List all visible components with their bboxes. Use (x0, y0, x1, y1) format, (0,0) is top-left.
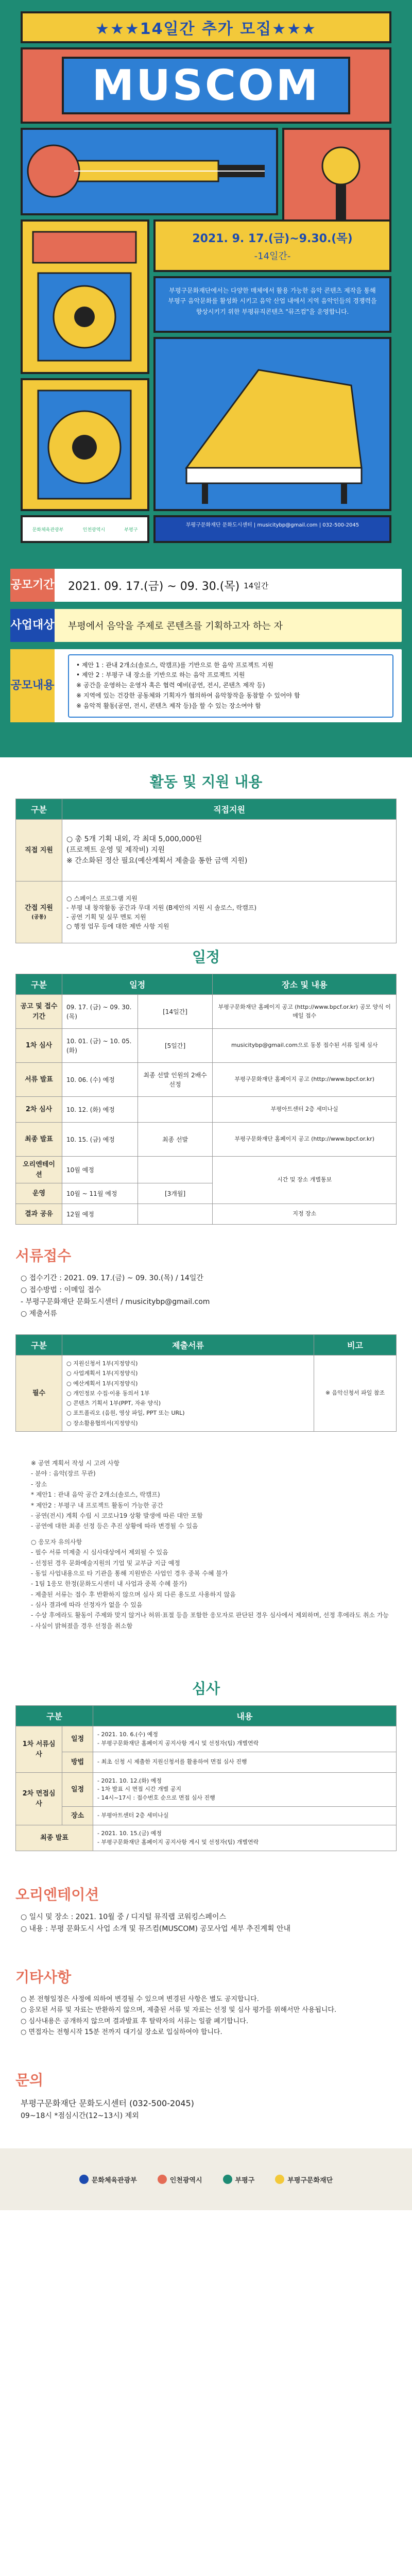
etc-title: 기타사항 (15, 1969, 72, 1986)
sched-date: 12월 예정 (62, 1204, 138, 1225)
sched-date: 10. 01. (금) ~ 10. 05. (화) (62, 1029, 138, 1063)
review-sub: 일정 (62, 1726, 93, 1752)
indirect-item: ○ 스페이스 프로그램 지원 (66, 894, 138, 902)
docs-table (15, 1334, 397, 1432)
schedule-table (15, 974, 397, 1225)
submission-item: ○ 접수방법 : 이메일 접수 (21, 1286, 101, 1295)
poster-date-box (153, 219, 391, 272)
bupyeong-icon (223, 2175, 232, 2184)
footer-logo-text: 부평구문화재단 (287, 2176, 333, 2184)
note-item: ○ 응모자 유의사항 (31, 1538, 82, 1546)
sched-label: 서류 발표 (16, 1063, 62, 1097)
sched-place: 부평구문화재단 홈페이지 공고 (http://www.bpcf.or.kr) 공모 양식 이메일 접수 (213, 995, 397, 1029)
note-item: * 제안2 : 부평구 내 프로젝트 활동이 가능한 공간 (31, 1501, 163, 1509)
incheon-icon (158, 2175, 167, 2184)
submission-item: ○ 접수기간 : 2021. 09. 17.(금) ~ 09. 30.(목) / 14일간 (21, 1274, 203, 1282)
sched-note: [5일간] (138, 1029, 213, 1063)
docs-header: 비고 (314, 1335, 397, 1355)
docs-label: 필수 (16, 1355, 62, 1432)
indirect-sub: (공통) (31, 914, 46, 920)
piano-illustration (153, 337, 391, 511)
review-sub: 장소 (62, 1807, 93, 1825)
note-item: - 수상 후에라도 활동이 주제와 맞지 않거나 허위·표절 등을 포함한 응모자로 판단된 경우 심사에서 제외하며, 선정 후에라도 취소 가능 (31, 1612, 389, 1619)
support-col-direct: 직접지원 (62, 799, 397, 820)
etc-item: ○ 응모된 서류 및 자료는 반환하지 않으며, 제출된 서류 및 자료는 선정 및 심사 평가를 위해서만 사용됩니다. (21, 2006, 337, 2014)
review-content: - 2021. 10. 12.(화) 예정 - 1차 발표 시 면접 시간 개별 공지 - 14시~17시 : 접수번호 순으로 면접 심사 진행 (93, 1773, 397, 1807)
direct-label: 직접 지원 (16, 820, 62, 882)
poster (0, 0, 412, 556)
content-label: 공모내용 (10, 649, 55, 722)
note-item: - 분야 : 음악(장르 무관) (31, 1470, 96, 1478)
review-sub: 일정 (62, 1773, 93, 1807)
sched-note: [3개월] (138, 1183, 213, 1204)
indirect-label: 간접 지원 (25, 904, 53, 912)
submission-item: ○ 제출서류 (21, 1310, 57, 1318)
review-sub: 방법 (62, 1752, 93, 1773)
etc-item: ○ 면접자는 전형시작 15분 전까지 대기실 장소로 입실하여야 합니다. (21, 2028, 222, 2037)
review-label: 1차 서류심사 (16, 1726, 62, 1773)
review-table (15, 1705, 397, 1851)
sched-date: 10월 ~ 11월 예정 (62, 1183, 138, 1204)
note-item: - 장소 (31, 1480, 47, 1488)
period-label: 공모기간 (10, 569, 55, 602)
bupyeong-logo: 부평구 (124, 527, 138, 533)
content-row (10, 649, 402, 722)
footer-logos (0, 2148, 412, 2210)
submission-notes (31, 1458, 391, 1631)
sched-header: 일정 (62, 974, 213, 995)
doc-item: ○ 지원신청서 1부(지정양식) (66, 1360, 138, 1367)
etc-list (21, 1994, 391, 2038)
direct-item: ○ 총 5개 기획 내외, 각 최대 5,000,000원 (66, 835, 202, 843)
poster-description: 부평구문화재단에서는 다양한 매체에서 활용 가능한 음악 콘텐츠 제작을 통해 부평구 음악문화를 활성화 시키고 음악 산업 내에서 지역 음악인들의 경쟁력을 향상시키기 위한 부평뮤직콘텐츠 "뮤즈컴"을 운영합니다. (153, 276, 391, 333)
period-value: 2021. 09. 17.(금) ~ 09. 30.(목) (68, 580, 240, 593)
submission-item: - 부평구문화재단 문화도시센터 / musicitybp@gmail.com (21, 1298, 210, 1307)
schedule-title: 일정 (192, 948, 220, 965)
note-item: * 제안1 : 관내 음악 공간 2개소(솔로스, 락캠프) (31, 1491, 160, 1499)
foundation-icon (275, 2175, 284, 2184)
review-content: - 2021. 10. 6.(수) 예정 - 부평구문화재단 홈페이지 공지사항 게시 및 선정자(팀) 개별연락 (93, 1726, 397, 1752)
indirect-item: - 공연 기획 및 실무 멘토 지원 (66, 913, 146, 921)
sched-label: 오리엔테이션 (16, 1157, 62, 1183)
content-item: ※ 지역에 있는 건강한 공동체와 기획자가 협의하여 음악창작을 동참할 수 있어야 함 (76, 691, 300, 699)
sched-label: 공고 및 접수 기간 (16, 995, 62, 1029)
docs-header: 제출서류 (62, 1335, 314, 1355)
doc-item: ○ 장소활용협의서(지정양식) (66, 1419, 138, 1427)
incheon-logo: 인천광역시 (82, 527, 106, 533)
doc-item: ○ 예산계획서 1부(지정양식) (66, 1380, 138, 1387)
sched-label: 최종 발표 (16, 1123, 62, 1157)
indirect-item: ○ 행정 업무 등에 대한 제반 사항 지원 (66, 922, 169, 930)
inquiry-title: 문의 (15, 2072, 44, 2089)
overview-section (0, 562, 412, 757)
footer-logo-text: 인천광역시 (169, 2176, 202, 2184)
poster-date: 2021. 9. 17.(금)~9.30.(목) (192, 232, 353, 245)
etc-item: ○ 본 전형일정은 사정에 의하여 변경될 수 있으며 변경된 사항은 별도 공지합니다. (21, 1995, 259, 2003)
note-item: - 공연에 대한 최종 선정 등은 추진 상황에 따라 변경될 수 있음 (31, 1522, 198, 1530)
sched-note (138, 1204, 213, 1225)
orientation-list (21, 1911, 391, 1935)
sched-date: 10. 15. (금) 예정 (62, 1123, 138, 1157)
content-item: • 제안 2 : 부평구 내 장소를 기반으로 하는 음악 프로젝트 지원 (76, 671, 245, 679)
docs-header: 구분 (16, 1335, 62, 1355)
direct-item: (프로젝트 운영 및 제작비) 지원 (66, 846, 165, 854)
inquiry-block (21, 2097, 391, 2122)
poster-logo-band (21, 47, 391, 124)
note-item: - 제출된 서류는 접수 후 반환하지 않으며 심사 외 다른 용도로 사용하지 않음 (31, 1590, 236, 1598)
amplifier-illustration (21, 219, 149, 374)
target-label: 사업대상 (10, 609, 55, 642)
ministry-icon (79, 2175, 89, 2184)
review-header: 구분 (16, 1706, 93, 1726)
sched-label: 결과 공유 (16, 1204, 62, 1225)
sched-date: 09. 17. (금) ~ 09. 30. (목) (62, 995, 138, 1029)
poster-duration: -14일간- (254, 250, 291, 262)
speaker-illustration (21, 378, 149, 511)
indirect-item: - 부평 내 창작활동 공간과 무대 지원 (B제안의 지원 시 솔로스, 락캠프) (66, 904, 257, 911)
orientation-item: ○ 내용 : 부평 문화도시 사업 소개 및 뮤즈컴(MUSCOM) 공모사업 세부 추진계획 안내 (21, 1925, 291, 1934)
note-item: - 동일 사업내용으로 타 기관을 통해 지원받은 사업인 경우 중복 수혜 불가 (31, 1569, 228, 1577)
sched-place: 부평구문화재단 홈페이지 공고 (http://www.bpcf.or.kr) (213, 1123, 397, 1157)
content-item: • 제안 1 : 관내 2개소(솔로스, 락캠프)를 기반으로 한 음악 프로젝트 지원 (76, 661, 273, 669)
sched-label: 2차 심사 (16, 1097, 62, 1123)
sched-place: 부평구문화재단 홈페이지 공고 (http://www.bpcf.or.kr) (213, 1063, 397, 1097)
sched-note: [14일간] (138, 995, 213, 1029)
note-item: - 필수 서류 미제출 시 심사대상에서 제외될 수 있음 (31, 1549, 168, 1556)
period-days: 14일간 (244, 581, 269, 590)
footer-logo-text: 문화체육관광부 (91, 2176, 137, 2184)
sched-note (138, 1157, 213, 1183)
doc-item: ○ 사업계획서 1부(지정양식) (66, 1370, 138, 1377)
review-content: - 최초 신청 시 제출한 지원신청서를 활용하여 면접 심사 진행 (93, 1752, 397, 1773)
support-table (15, 799, 397, 943)
orientation-item: ○ 일시 및 장소 : 2021. 10월 중 / 디지털 뮤직랩 코워킹스페이스 (21, 1913, 226, 1921)
sched-header: 장소 및 내용 (213, 974, 397, 995)
poster-logos (21, 515, 149, 543)
sched-note: 최종 선발 인원의 2배수 선정 (138, 1063, 213, 1097)
guitar-illustration (21, 128, 278, 215)
sched-note: 최종 선발 (138, 1123, 213, 1157)
review-header: 내용 (93, 1706, 397, 1726)
etc-item: ○ 심사내용은 공개하지 않으며 결과발표 후 탈락자의 서류는 일괄 폐기합니다. (21, 2017, 248, 2025)
sched-label: 1차 심사 (16, 1029, 62, 1063)
submission-title: 서류접수 (15, 1247, 72, 1264)
support-col-type: 구분 (16, 799, 62, 820)
note-item: - 1팀 1응모 한정(문화도시센터 내 사업과 중복 수혜 불가) (31, 1580, 187, 1588)
review-content: - 2021. 10. 15.(금) 예정 - 부평구문화재단 홈페이지 공지사항 게시 및 선정자(팀) 개별연락 (93, 1825, 397, 1851)
inquiry-line: 09~18시 *점심시간(12~13시) 제외 (21, 2112, 139, 2121)
main-content (0, 757, 412, 2576)
note-item: - 사실이 밝혀졌을 경우 선정을 취소함 (31, 1622, 133, 1630)
poster-headline: ★★★14일간 추가 모집★★★ (21, 11, 391, 43)
content-item: ※ 음악적 활동(공연, 전시, 콘텐츠 제작 등)을 할 수 있는 장소여야 함 (76, 702, 261, 709)
sched-place: 부평아트센터 2층 세미나실 (213, 1097, 397, 1123)
docs-note: ※ 음악신청서 파일 참조 (314, 1355, 397, 1432)
submission-list (21, 1273, 391, 1320)
review-content: - 부평아트센터 2층 세미나실 (93, 1807, 397, 1825)
content-item: ※ 공간을 운영하는 운영자 혹은 협력 예비(공연, 전시, 콘텐츠 제작 등) (76, 682, 265, 689)
sched-date: 10월 예정 (62, 1157, 138, 1183)
sched-date: 10. 12. (화) 예정 (62, 1097, 138, 1123)
muscom-logo: MUSCOM (62, 57, 350, 114)
note-item: - 심사 결과에 따라 선정자가 없을 수 있음 (31, 1601, 143, 1609)
sched-date: 10. 06. (수) 예정 (62, 1063, 138, 1097)
review-label: 최종 발표 (16, 1825, 93, 1851)
sched-header: 구분 (16, 974, 62, 995)
orientation-title: 오리엔테이션 (15, 1886, 99, 1903)
sched-place: musicitybp@gmail.com으로 동봉 접수된 서류 일체 심사 (213, 1029, 397, 1063)
period-row (10, 569, 402, 602)
direct-item: ※ 간소화된 정산 필요(예산계획서 제출을 통한 금액 지원) (66, 857, 248, 865)
footer-logo-text: 부평구 (235, 2176, 255, 2184)
support-title: 활동 및 지원 내용 (149, 773, 263, 790)
target-value: 부평에서 음악을 주제로 콘텐츠를 기획하고자 하는 자 (68, 621, 283, 632)
review-title: 심사 (192, 1680, 220, 1697)
doc-item: ○ 포트폴리오 (음원, 영상 파일, PPT 또는 URL) (66, 1410, 185, 1417)
note-item: - 공연(전시) 계획 수립 시 코로나19 상황 발생에 따른 대안 포함 (31, 1512, 203, 1519)
ministry-logo: 문화체육관광부 (32, 527, 64, 533)
note-item: ※ 공연 계획서 작성 시 고려 사항 (31, 1460, 120, 1467)
sched-place: 지정 장소 (213, 1204, 397, 1225)
target-row (10, 609, 402, 642)
sched-note (138, 1097, 213, 1123)
review-label: 2차 면접심사 (16, 1773, 62, 1825)
doc-item: ○ 콘텐츠 기획서 1부(PPT, 자유 양식) (66, 1400, 161, 1406)
inquiry-line: 부평구문화재단 문화도시센터 (032-500-2045) (21, 2098, 194, 2108)
poster-contact: 부평구문화재단 문화도시센터 | musicitybp@gmail.com | 032-500-2045 (153, 515, 391, 543)
content-list (68, 654, 393, 718)
sched-place: 시간 및 장소 개별통보 (213, 1157, 397, 1204)
note-item: - 선정된 경우 문화예술지원의 기업 및 교부금 지급 예정 (31, 1559, 180, 1567)
sched-label: 운영 (16, 1183, 62, 1204)
doc-item: ○ 개인정보 수집·이용 동의서 1부 (66, 1389, 150, 1397)
